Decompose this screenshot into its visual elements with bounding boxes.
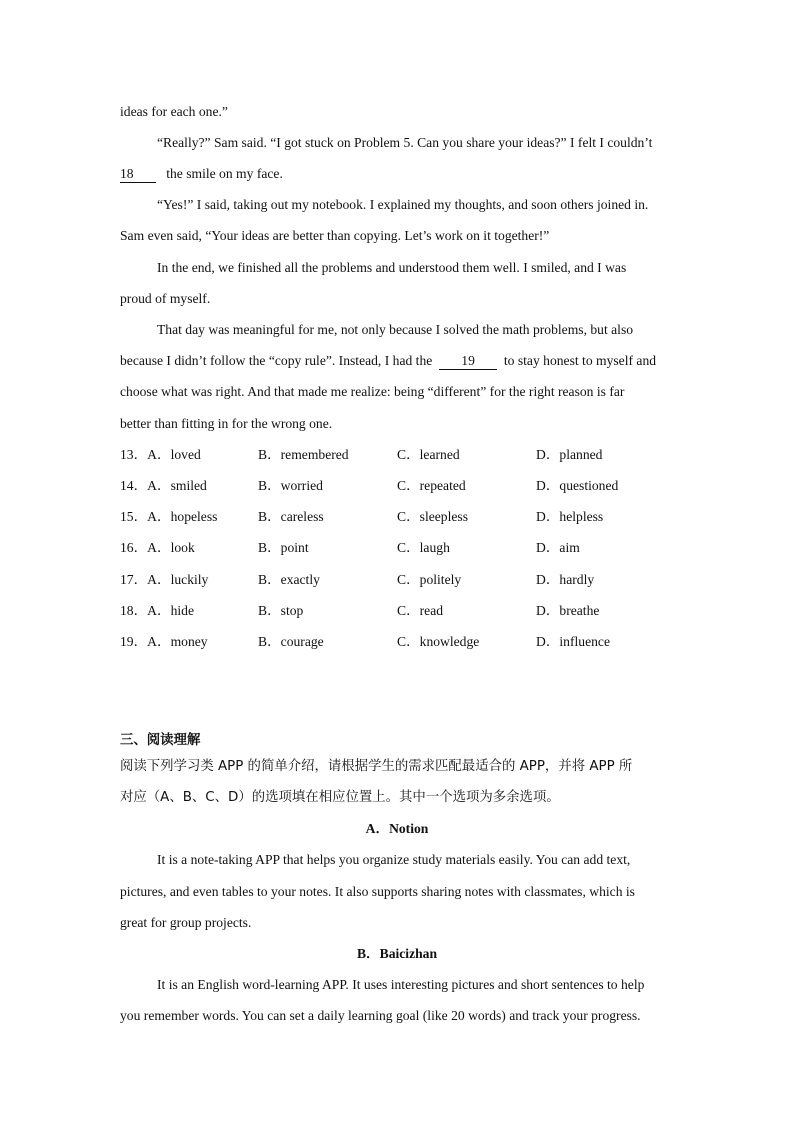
passage-text: to stay honest to myself and <box>503 353 657 368</box>
app-b-desc: It is an English word-learning APP. It uses interesting pictures and short sentences to help <box>157 977 645 992</box>
option-d: D．planned <box>536 447 603 462</box>
app-a-desc: It is a note-taking APP that helps you organize study materials easily. You can add text, <box>157 852 631 867</box>
passage-line: “Really?” Sam said. “I got stuck on Problem 5. Can you share your ideas?” I felt I couldn’t <box>157 135 653 150</box>
passage-line <box>120 351 656 371</box>
passage-line: choose what was right. And that made me realize: being “different” for the right reason is far <box>120 384 625 399</box>
option-b: B．courage <box>258 634 324 649</box>
option-c: C．sleepless <box>397 509 468 524</box>
option-b: B．worried <box>258 478 323 493</box>
option-d: D．questioned <box>536 478 619 493</box>
app-a-title: A．Notion <box>365 821 429 836</box>
option-c: C．read <box>397 603 444 618</box>
passage-line: In the end, we finished all the problems and understood them well. I smiled, and I was <box>157 260 627 275</box>
option-b: B．remembered <box>258 447 349 462</box>
option-b: B．careless <box>258 509 324 524</box>
option-a: 13．A．loved <box>120 447 201 462</box>
passage-text: the smile on my face. <box>166 166 283 181</box>
option-b: B．exactly <box>258 572 320 587</box>
option-a: 16．A．look <box>120 540 195 555</box>
option-c: C．repeated <box>397 478 466 493</box>
option-a: 14．A．smiled <box>120 478 207 493</box>
app-a-desc: great for group projects. <box>120 915 252 930</box>
option-c: C．laugh <box>397 540 450 555</box>
option-c: C．learned <box>397 447 460 462</box>
app-b-desc: you remember words. You can set a daily learning goal (like 20 words) and track your progress. <box>120 1008 641 1023</box>
passage-line: That day was meaningful for me, not only because I solved the math problems, but also <box>157 322 634 337</box>
option-d: D．influence <box>536 634 610 649</box>
option-d: D．hardly <box>536 572 595 587</box>
app-b-title: B．Baicizhan <box>356 946 438 961</box>
blank-19: 19 <box>439 352 497 370</box>
passage-line: better than fitting in for the wrong one. <box>120 416 333 431</box>
passage-text: because I didn’t follow the “copy rule”. Instead, I had the <box>120 353 433 368</box>
instruction-line: 阅读下列学习类 APP 的简单介绍，请根据学生的需求匹配最适合的 APP，并将 APP 所 <box>120 759 633 774</box>
passage-line <box>120 164 283 184</box>
passage-line: Sam even said, “Your ideas are better than copying. Let’s work on it together!” <box>120 228 550 243</box>
option-d: D．helpless <box>536 509 604 524</box>
option-a: 15．A．hopeless <box>120 509 218 524</box>
passage-line: proud of myself. <box>120 291 211 306</box>
option-b: B．stop <box>258 603 304 618</box>
option-a: 18．A．hide <box>120 603 195 618</box>
option-c: C．knowledge <box>397 634 480 649</box>
option-d: D．aim <box>536 540 580 555</box>
section-heading: 三、阅读理解 <box>120 733 201 748</box>
passage-line: ideas for each one.” <box>120 104 228 119</box>
option-c: C．politely <box>397 572 462 587</box>
option-a: 19．A．money <box>120 634 208 649</box>
passage-line: “Yes!” I said, taking out my notebook. I explained my thoughts, and soon others joined in. <box>157 197 649 212</box>
option-a: 17．A．luckily <box>120 572 209 587</box>
option-d: D．breathe <box>536 603 600 618</box>
instruction-line: 对应（A、B、C、D）的选项填在相应位置上。其中一个选项为多余选项。 <box>120 790 560 805</box>
app-a-desc: pictures, and even tables to your notes. It also supports sharing notes with classmates, which is <box>120 884 635 899</box>
option-b: B．point <box>258 540 309 555</box>
blank-18: 18 <box>120 165 156 183</box>
